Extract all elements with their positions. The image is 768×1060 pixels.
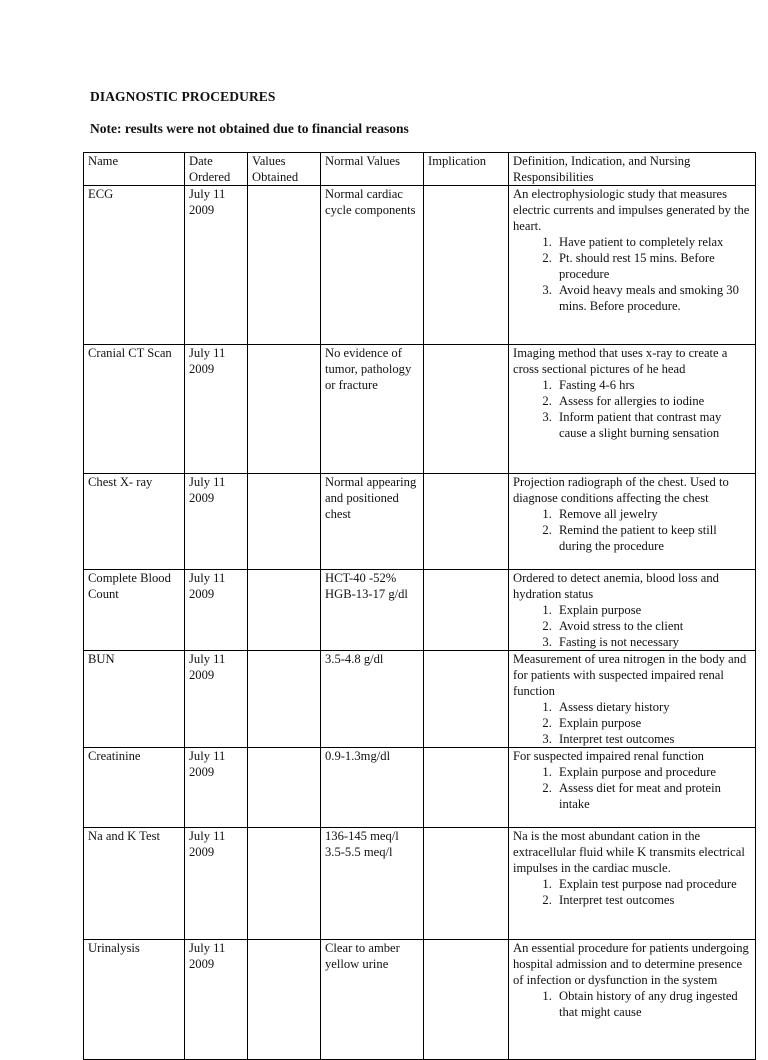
cell-normal-values: HCT-40 -52% HGB-13-17 g/dl xyxy=(321,570,424,651)
header-date-ordered: Date Ordered xyxy=(185,153,248,186)
cell-name: Cranial CT Scan xyxy=(84,345,185,474)
cell-definition xyxy=(509,186,756,345)
nursing-step: 1. Remove all jewelry xyxy=(555,506,752,522)
nursing-step: 2. Remind the patient to keep still during the procedure xyxy=(555,522,752,554)
table-row xyxy=(84,940,756,1060)
nursing-steps-list xyxy=(513,699,752,747)
cell-definition xyxy=(509,474,756,570)
cell-date-ordered: July 11 2009 xyxy=(185,186,248,345)
nursing-steps-list xyxy=(513,377,752,441)
cell-implication xyxy=(424,940,509,1060)
nursing-step: 3. Inform patient that contrast may cause a slight burning sensation xyxy=(555,409,752,441)
nursing-steps-list xyxy=(513,988,752,1020)
cell-values-obtained xyxy=(248,828,321,940)
cell-date-ordered: July 11 2009 xyxy=(185,570,248,651)
nursing-step: 1. Explain purpose xyxy=(555,602,752,618)
cell-implication xyxy=(424,474,509,570)
cell-values-obtained xyxy=(248,748,321,828)
nursing-step: 2. Assess diet for meat and protein intake xyxy=(555,780,752,812)
nursing-steps-list xyxy=(513,764,752,812)
definition-text: Imaging method that uses x-ray to create a cross sectional pictures of he head xyxy=(513,346,728,376)
cell-definition xyxy=(509,570,756,651)
cell-definition xyxy=(509,748,756,828)
cell-values-obtained xyxy=(248,940,321,1060)
nursing-step: 2. Assess for allergies to iodine xyxy=(555,393,752,409)
cell-name: Urinalysis xyxy=(84,940,185,1060)
header-implication: Implication xyxy=(424,153,509,186)
cell-name: Na and K Test xyxy=(84,828,185,940)
header-values-obtained: Values Obtained xyxy=(248,153,321,186)
header-normal-values: Normal Values xyxy=(321,153,424,186)
diagnostic-procedures-table xyxy=(83,152,756,1060)
cell-values-obtained xyxy=(248,345,321,474)
page-title: DIAGNOSTIC PROCEDURES xyxy=(90,89,276,104)
table-row xyxy=(84,570,756,651)
nursing-step: 1. Assess dietary history xyxy=(555,699,752,715)
cell-normal-values: No evidence of tumor, pathology or fracture xyxy=(321,345,424,474)
definition-text: For suspected impaired renal function xyxy=(513,749,704,763)
cell-implication xyxy=(424,748,509,828)
cell-name: Creatinine xyxy=(84,748,185,828)
table-row xyxy=(84,748,756,828)
nursing-steps-list xyxy=(513,506,752,554)
cell-name: ECG xyxy=(84,186,185,345)
cell-date-ordered: July 11 2009 xyxy=(185,474,248,570)
nursing-step: 1. Explain purpose and procedure xyxy=(555,764,752,780)
nursing-step: 2. Explain purpose xyxy=(555,715,752,731)
cell-name: BUN xyxy=(84,651,185,748)
definition-text: Ordered to detect anemia, blood loss and hydration status xyxy=(513,571,719,601)
table-header-row xyxy=(84,153,756,186)
nursing-step: 3. Interpret test outcomes xyxy=(555,731,752,747)
cell-normal-values: Normal appearing and positioned chest xyxy=(321,474,424,570)
cell-normal-values: Clear to amber yellow urine xyxy=(321,940,424,1060)
table-row xyxy=(84,474,756,570)
definition-text: An electrophysiologic study that measures electric currents and impulses generated by the heart. xyxy=(513,187,750,233)
cell-implication xyxy=(424,570,509,651)
nursing-step: 1. Obtain history of any drug ingested that might cause xyxy=(555,988,752,1020)
nursing-step: 1. Have patient to completely relax xyxy=(555,234,752,250)
table-row xyxy=(84,345,756,474)
nursing-steps-list xyxy=(513,602,752,650)
cell-date-ordered: July 11 2009 xyxy=(185,651,248,748)
cell-values-obtained xyxy=(248,186,321,345)
table-row xyxy=(84,186,756,345)
nursing-step: 1. Explain test purpose nad procedure xyxy=(555,876,752,892)
nursing-step: 3. Avoid heavy meals and smoking 30 mins. Before procedure. xyxy=(555,282,752,314)
header-definition: Definition, Indication, and Nursing Responsibilities xyxy=(509,153,756,186)
header-name: Name xyxy=(84,153,185,186)
nursing-steps-list xyxy=(513,234,752,314)
cell-date-ordered: July 11 2009 xyxy=(185,828,248,940)
nursing-step: 2. Interpret test outcomes xyxy=(555,892,752,908)
cell-implication xyxy=(424,186,509,345)
cell-normal-values: 3.5-4.8 g/dl xyxy=(321,651,424,748)
cell-implication xyxy=(424,651,509,748)
cell-definition xyxy=(509,940,756,1060)
cell-values-obtained xyxy=(248,651,321,748)
cell-name: Complete Blood Count xyxy=(84,570,185,651)
cell-values-obtained xyxy=(248,474,321,570)
cell-normal-values: 0.9-1.3mg/dl xyxy=(321,748,424,828)
definition-text: An essential procedure for patients undergoing hospital admission and to determine presence of infection or dysfunction in the system xyxy=(513,941,749,987)
cell-name: Chest X- ray xyxy=(84,474,185,570)
nursing-step: 3. Fasting is not necessary xyxy=(555,634,752,650)
cell-date-ordered: July 11 2009 xyxy=(185,345,248,474)
definition-text: Projection radiograph of the chest. Used to diagnose conditions affecting the chest xyxy=(513,475,729,505)
cell-implication xyxy=(424,828,509,940)
nursing-steps-list xyxy=(513,876,752,908)
cell-values-obtained xyxy=(248,570,321,651)
cell-normal-values: Normal cardiac cycle components xyxy=(321,186,424,345)
definition-text: Na is the most abundant cation in the extracellular fluid while K transmits electrical impulses in the cardiac muscle. xyxy=(513,829,745,875)
cell-date-ordered: July 11 2009 xyxy=(185,748,248,828)
cell-implication xyxy=(424,345,509,474)
nursing-step: 2. Pt. should rest 15 mins. Before procedure xyxy=(555,250,752,282)
definition-text: Measurement of urea nitrogen in the body and for patients with suspected impaired renal function xyxy=(513,652,747,698)
table-row xyxy=(84,651,756,748)
table-row xyxy=(84,828,756,940)
cell-definition xyxy=(509,828,756,940)
nursing-step: 1. Fasting 4-6 hrs xyxy=(555,377,752,393)
cell-date-ordered: July 11 2009 xyxy=(185,940,248,1060)
cell-definition xyxy=(509,651,756,748)
cell-definition xyxy=(509,345,756,474)
nursing-step: 2. Avoid stress to the client xyxy=(555,618,752,634)
cell-normal-values: 136-145 meq/l 3.5-5.5 meq/l xyxy=(321,828,424,940)
financial-note: Note: results were not obtained due to financial reasons xyxy=(90,121,409,136)
